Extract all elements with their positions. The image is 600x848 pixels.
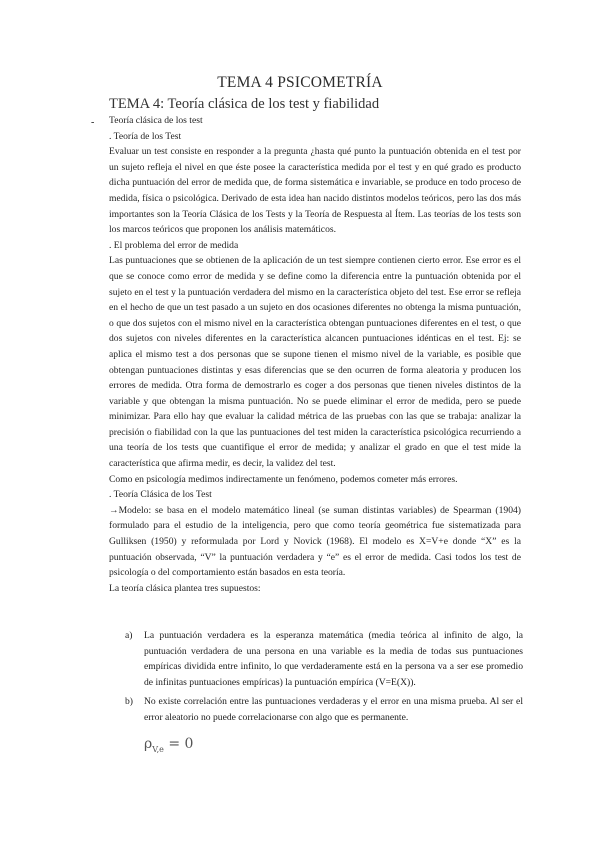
formula-correlation: [144, 736, 193, 754]
paragraph-assumptions-intro: La teoría clásica plantea tres supuestos:: [109, 582, 261, 594]
paragraph-error: Las puntuaciones que se obtienen de la aplicación de un test siempre contienen cierto error. Ese error es el que se conoce como error de medida y se define como la diferencia entre la puntuación obtenida por el sujeto en el test y la puntuación verdadera del mismo en la característica objeto del test. Ese error se refleja en el hecho de que un test pasado a un sujeto en dos ocasiones diferentes no obtenga la misma puntuación, o que dos sujetos con el mismo nivel en la característica obtengan puntuaciones diferentes en el test, o que dos sujetos con niveles diferentes en la característica alcancen puntuaciones idénticas en el test. Ej: se aplica el mismo test a dos personas que se supone tienen el mismo nivel de la variable, es posible que obtengan puntuaciones distintas y esas diferencias que se den ocurren de forma aleatoria y producen los errores de medida. Otra forma de demostrarlo es coger a dos personas que tienen niveles distintos de la variable y que obtengan la misma puntuación. No se puede eliminar el error de medida, pero se puede minimizar. Para ello hay que evaluar la calidad métrica de las pruebas con las que se trabaja: analizar la precisión o fiabilidad con la que las puntuaciones del test miden la característica psicológica recurriendo a una teoría de los tests que cuantifique el error de medida; y analizar el grado en que el test mide la característica que afirma medir, es decir, la validez del test.: [109, 255, 521, 470]
document-subtitle: TEMA 4: Teoría clásica de los test y fiabilidad: [109, 96, 380, 112]
list-item: [109, 628, 523, 690]
list-marker: a): [125, 630, 133, 641]
body-text-block-1: [109, 113, 521, 596]
document-title: TEMA 4 PSICOMETRÍA: [217, 74, 383, 91]
paragraph-error-note: Como en psicología medimos indirectamente un fenómeno, podemos cometer más errores.: [109, 473, 458, 485]
list-item-text: La puntuación verdadera es la esperanza matemática (media teórica al infinito de algo, la puntuación verdadera de una persona en una variable es la media de todas sus puntuaciones empíricas dividida entre infinito, lo que verdaderamente está en la persona va a ser ese promedio de infinitas puntuaciones empíricas) la puntuación empírica (V=E(X)).: [144, 630, 523, 688]
formula-rho: ρ: [144, 736, 153, 752]
list-item-text: No existe correlación entre las puntuaciones verdaderas y el error en una misma prueba. Al ser el error aleatorio no puede correlacionarse con algo que es permanente.: [144, 696, 523, 723]
paragraph-theory: Evaluar un test consiste en responder a la pregunta ¿hasta qué punto la puntuación obtenida en el test por un sujeto refleja el nivel en que éste posee la característica medida por el test y en qué grado es producto dicha puntuación del error de medida que, de forma sistemática e invariable, se produce en todo proceso de medida, física o psicológica. Derivado de esta idea han nacido distintos modelos teóricos, pero las dos más importantes son la Teoría Clásica de los Tests y la Teoría de Respuesta al Ítem. Las teorías de los tests son los marcos teóricos que proponen los análisis matemáticos.: [109, 146, 521, 236]
list-item: [109, 694, 523, 725]
paragraph-classical: →Modelo: se basa en el modelo matemático lineal (se suman distintas variables) de Spearman (1904) formulado para el estudio de la inteligencia, pero que como teoría geométrica fue sistematizada para Gulliksen (1950) y reformulada por Lord y Novick (1968). El modelo es X=V+e donde “X” es la puntuación observada, “V” la puntuación verdadera y “e” es el error de medida. Casi todos los test de psicología o del comportamiento están basados en esta teoría.: [109, 504, 521, 579]
assumptions-list: [109, 628, 523, 726]
subsection-heading-error: . El problema del error de medida: [109, 239, 239, 251]
formula-subscript: V,e: [152, 744, 164, 754]
formula-equals-zero: = 0: [163, 736, 194, 752]
section-heading: Teoría clásica de los test: [109, 115, 203, 126]
subsection-heading-theory: . Teoría de los Test: [109, 130, 182, 142]
list-marker: b): [125, 696, 133, 708]
bullet-dash: -: [91, 117, 95, 128]
subsection-heading-classical: . Teoría Clásica de los Test: [109, 489, 212, 501]
